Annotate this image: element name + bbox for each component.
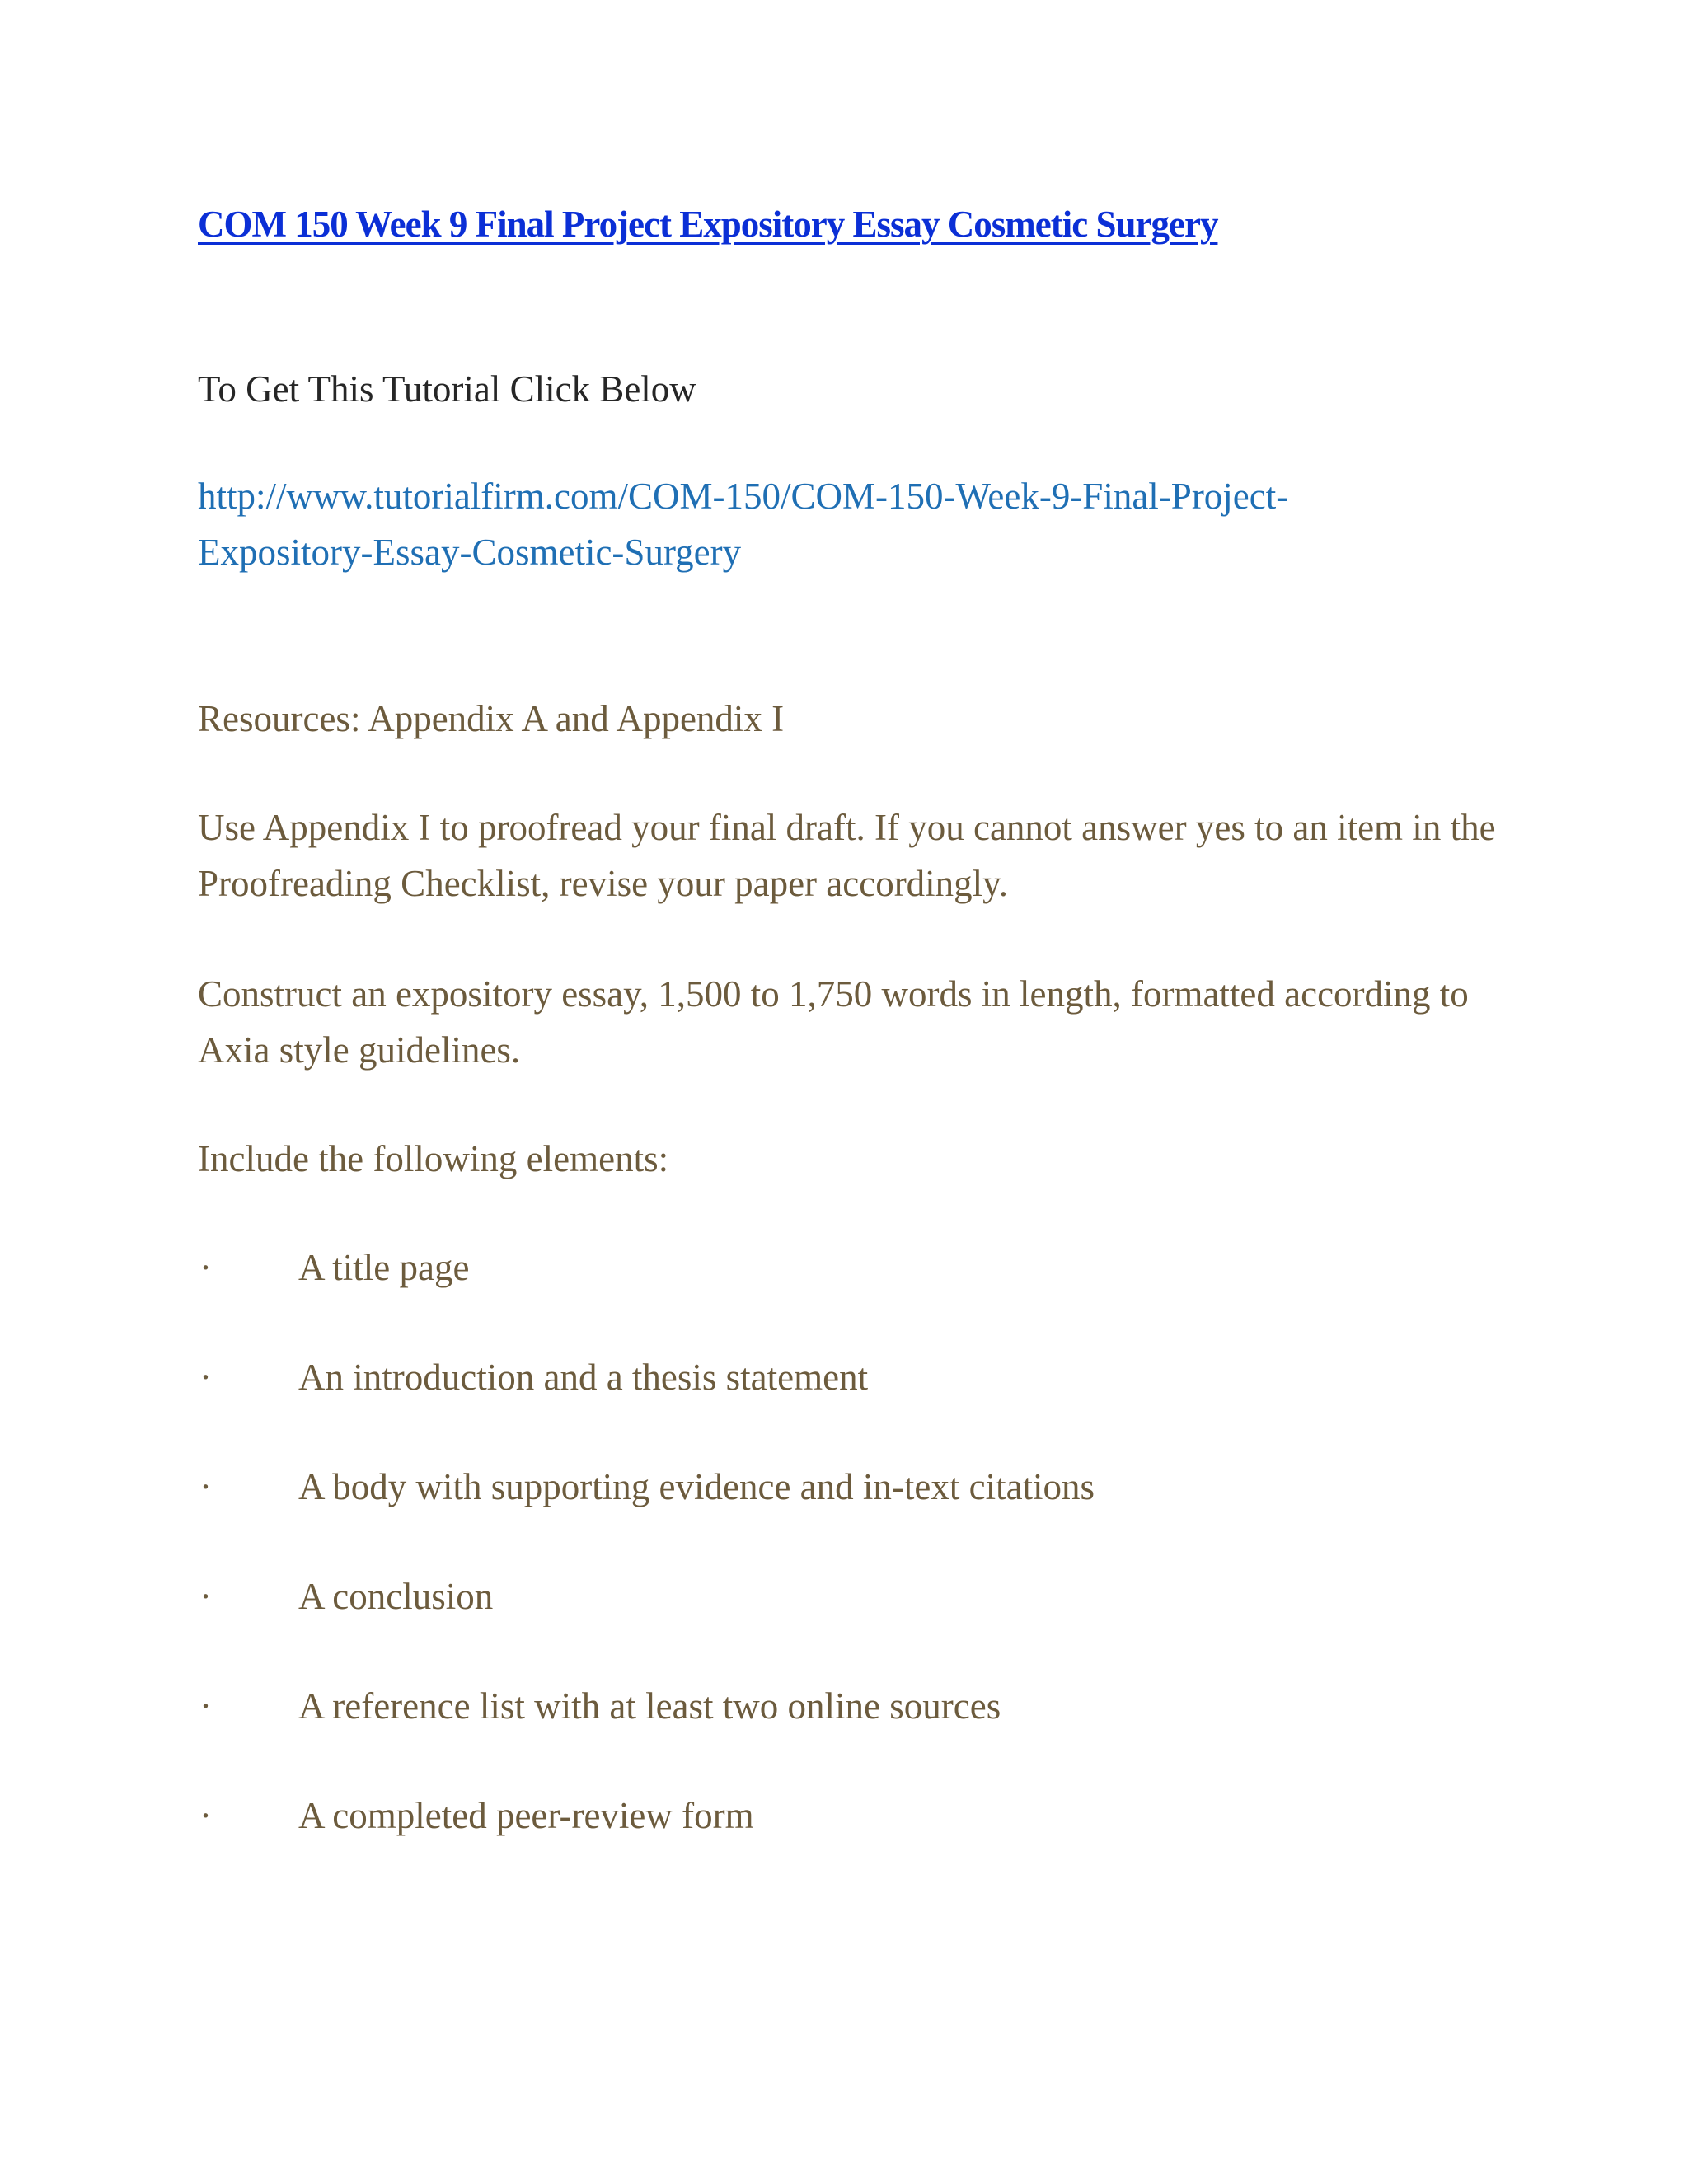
bullet-icon: · bbox=[199, 1247, 212, 1288]
bullet-icon: · bbox=[199, 1795, 212, 1836]
list-item bbox=[198, 1240, 1095, 1349]
url-line-1[interactable]: http://www.tutorialfirm.com/COM-150/COM-150-Week-9-Final-Project- bbox=[198, 476, 1289, 517]
title-link[interactable]: COM 150 Week 9 Final Project Expository Essay Cosmetic Surgery bbox=[198, 204, 1218, 245]
intro-text: To Get This Tutorial Click Below bbox=[198, 368, 696, 410]
bullet-icon: · bbox=[199, 1357, 212, 1398]
bullet-icon: · bbox=[199, 1466, 212, 1507]
list-item bbox=[198, 1459, 1095, 1568]
include-heading: Include the following elements: bbox=[198, 1138, 669, 1179]
list-item bbox=[198, 1788, 1095, 1897]
resources-text: Resources: Appendix A and Appendix I bbox=[198, 698, 785, 739]
list-item-text: A reference list with at least two online sources bbox=[298, 1685, 1001, 1727]
url-line-2[interactable]: Expository-Essay-Cosmetic-Surgery bbox=[198, 532, 742, 573]
list-item-text: An introduction and a thesis statement bbox=[298, 1357, 869, 1398]
list-item-text: A completed peer-review form bbox=[298, 1795, 754, 1836]
proofread-paragraph: Use Appendix I to proofread your final draft. If you cannot answer yes to an item in the Proofreading Checklist, revise your paper accordingly. bbox=[198, 807, 1496, 904]
bullet-icon: · bbox=[199, 1685, 212, 1727]
list-item-text: A title page bbox=[298, 1247, 470, 1288]
essay-paragraph: Construct an expository essay, 1,500 to 1,750 words in length, formatted according to Axia style guidelines. bbox=[198, 973, 1469, 1071]
list-item-text: A conclusion bbox=[298, 1576, 494, 1617]
elements-list bbox=[198, 1240, 1095, 1897]
tutorial-url-link[interactable] bbox=[198, 468, 1434, 580]
list-item bbox=[198, 1678, 1095, 1788]
list-item bbox=[198, 1349, 1095, 1459]
bullet-icon: · bbox=[199, 1576, 212, 1617]
list-item-text: A body with supporting evidence and in-text citations bbox=[298, 1466, 1095, 1507]
list-item bbox=[198, 1568, 1095, 1678]
